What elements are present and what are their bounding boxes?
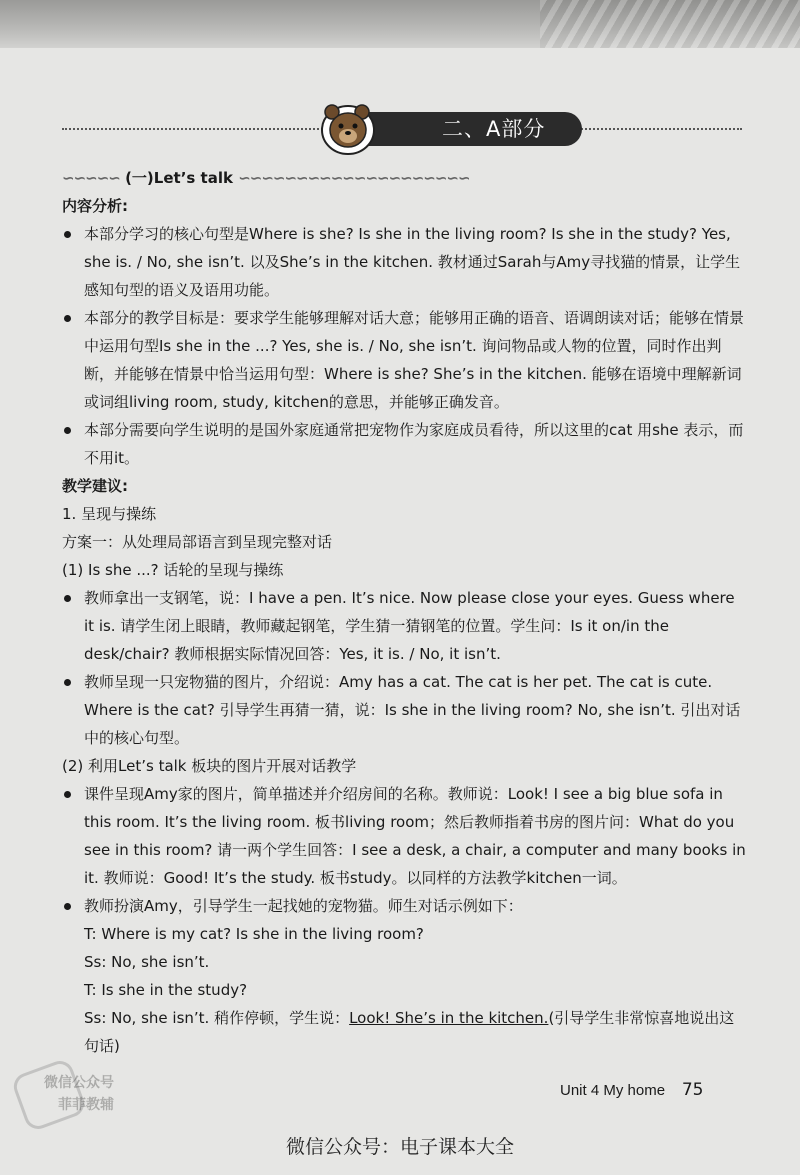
watermark-line-1: 微信公众号 (44, 1075, 114, 1091)
watermark-line-2: 菲菲教辅 (58, 1097, 114, 1113)
page-number: 75 (681, 1080, 704, 1100)
section-title-banner: 二、A部分 (322, 112, 582, 146)
talk-heading (62, 164, 746, 192)
last-line-prefix: Ss: No, she isn’t. 稍作停顿，学生说： (84, 1009, 350, 1027)
part-2-heading: (2) 利用Let’s talk 板块的图片开展对话教学 (62, 757, 357, 775)
analysis-item: 本部分需要向学生说明的是国外家庭通常把宠物作为家庭成员看待，所以这里的cat 用she 表示，而不用it。 (62, 416, 746, 472)
part-1-item: 教师拿出一支钢笔，说：I have a pen. It’s nice. Now please close your eyes. Guess where it is. 请学生闭上眼睛，教师藏起钢笔，学生猜一猜钢笔的位置。学生问：Is it on/in the desk/chair? 教师根据实际情况回答：Yes, it is. / No, it isn’t. (62, 584, 746, 668)
analysis-item: 本部分学习的核心句型是Where is she? Is she in the living room? Is she in the study? Yes, she is. / No, she isn’t. 以及She’s in the kitchen. 教材通过Sarah与Amy寻找猫的情景，让学生感知句型的语义及语用功能。 (62, 220, 746, 304)
last-line-suffix: (引导学生非常惊喜地说出这句话) (84, 1009, 735, 1055)
step-heading: 1. 呈现与操练 (62, 505, 157, 523)
dialogue-line: Ss: No, she isn’t. (84, 953, 210, 971)
top-decorative-band (0, 0, 800, 48)
dialogue-line: T: Where is my cat? Is she in the living room? (84, 925, 424, 943)
dialogue-last-line (62, 1004, 746, 1060)
top-band-pattern (540, 0, 800, 48)
plan-heading: 方案一：从处理局部语言到呈现完整对话 (62, 533, 333, 551)
bottom-watermark: 微信公众号：电子课本大全 (285, 1136, 514, 1158)
last-line-underlined: Look! She’s in the kitchen. (349, 1009, 549, 1027)
unit-label: Unit 4 My home (560, 1082, 666, 1099)
part-1-item: 教师呈现一只宠物猫的图片，介绍说：Amy has a cat. The cat is her pet. The cat is cute. Where is the cat? 引导学生再猜一猜，说：Is she in the living room? No, she isn’t. 引出对话中的核心句型。 (62, 668, 746, 752)
wavy-ornament-left: ∽∽∽∽∽ (62, 169, 120, 187)
bear-mascot-icon (316, 100, 380, 156)
talk-heading-text: (一)Let’s talk (125, 169, 233, 187)
part-2-item: 教师扮演Amy，引导学生一起找她的宠物猫。师生对话示例如下： (62, 892, 746, 920)
page-footer (560, 1080, 703, 1100)
page-body (62, 164, 746, 1060)
wavy-ornament-right: ∽∽∽∽∽∽∽∽∽∽∽∽∽∽∽∽∽∽∽∽ (238, 169, 470, 187)
left-watermark (18, 1062, 158, 1122)
dialogue-line: T: Is she in the study? (84, 981, 248, 999)
part-2-item: 课件呈现Amy家的图片，简单描述并介绍房间的名称。教师说：Look! I see a big blue sofa in this room. It’s the living room. 板书living room；然后教师指着书房的图片问：What do you see in this room? 请一两个学生回答：I see a desk, a chair, a computer and many books in it. 教师说：Good! It’s the study. 板书study。以同样的方法教学kitchen一词。 (62, 780, 746, 892)
part-1-heading: (1) Is she ...? 话轮的呈现与操练 (62, 561, 284, 579)
analysis-heading: 内容分析: (62, 197, 128, 215)
section-header (62, 108, 742, 150)
suggestion-heading: 教学建议: (62, 477, 128, 495)
analysis-item: 本部分的教学目标是：要求学生能够理解对话大意；能够用正确的语音、语调朗读对话；能够在情景中运用句型Is she in the ...? Yes, she is. / No, she isn’t. 询问物品或人物的位置，同时作出判断，并能够在情景中恰当运用句型：Where is she? She’s in the kitchen. 能够在语境中理解新词或词组living room, study, kitchen的意思，并能够正确发音。 (62, 304, 746, 416)
